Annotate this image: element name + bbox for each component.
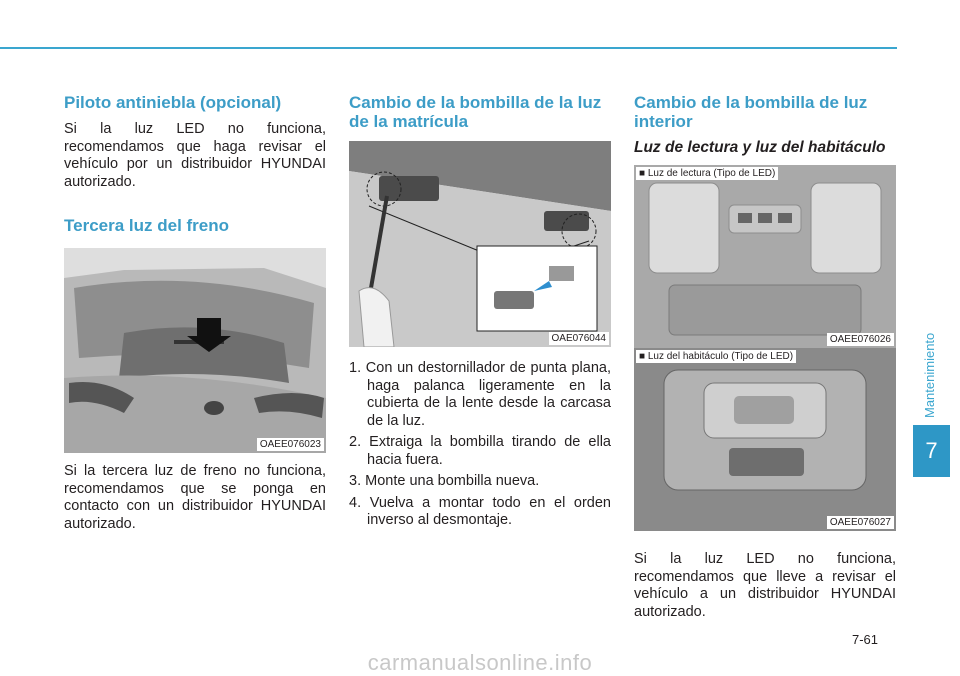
- interior-light-title: Cambio de la bombilla de luz interior: [634, 93, 868, 131]
- license-plate-title: Cambio de la bombilla de la luz de la matrícula: [349, 93, 602, 131]
- license-plate-image: [349, 141, 611, 347]
- fog-light-text: Si la luz LED no funciona, recomendamos que haga revisar el vehículo por un distribuidor HYUNDAI autorizado.: [64, 121, 326, 190]
- interior-light-text: Si la luz LED no funciona, recomendamos que lleve a revisar el vehículo a un distribuidor HYUNDAI autorizado.: [634, 551, 896, 620]
- image-caption: ■ Luz de lectura (Tipo de LED): [636, 167, 778, 180]
- reading-light-image: [634, 165, 896, 348]
- image-code: OAE076044: [549, 332, 610, 345]
- list-item: 2. Extraiga la bombilla tirando de ella hacia fuera.: [349, 434, 611, 468]
- page-number: 7-61: [852, 632, 879, 647]
- fog-light-title: Piloto antiniebla (opcional): [64, 93, 282, 112]
- car-rear-illustration: [64, 248, 326, 453]
- brake-light-title: Tercera luz del freno: [64, 216, 230, 235]
- chapter-number: 7: [913, 425, 950, 477]
- detail-inset: [477, 246, 597, 331]
- image-code: OAEE076027: [827, 516, 894, 529]
- image-code: OAEE076026: [827, 333, 894, 346]
- brake-light-text: Si la tercera luz de freno no funciona, recomendamos que se ponga en contacto con un distribuidor HYUNDAI autorizado.: [64, 463, 326, 532]
- reading-light-subtitle: Luz de lectura y luz del habitáculo: [634, 139, 886, 156]
- cabin-light-illustration: [634, 348, 896, 531]
- column-1: [64, 93, 326, 533]
- watermark: carmanualsonline.info: [367, 650, 593, 675]
- image-code: OAEE076023: [257, 438, 324, 451]
- list-item: 1. Con un destornillador de punta plana, haga palanca ligeramente en la cubierta de la lente desde la carcasa de la luz.: [349, 360, 611, 429]
- column-2: [349, 93, 611, 534]
- reading-light-illustration: [634, 165, 896, 348]
- list-item: 4. Vuelva a montar todo en el orden inverso al desmontaje.: [349, 494, 611, 528]
- column-3: [634, 93, 896, 621]
- section-tab-label: Mantenimiento: [922, 332, 937, 418]
- license-plate-illustration: [349, 141, 611, 347]
- header-rule: [0, 47, 897, 49]
- list-item: 3. Monte una bombilla nueva.: [349, 473, 540, 489]
- cabin-light-image: [634, 348, 896, 531]
- image-caption: ■ Luz del habitáculo (Tipo de LED): [636, 350, 796, 363]
- brake-light-image: [64, 248, 326, 453]
- steps-list: [349, 360, 611, 530]
